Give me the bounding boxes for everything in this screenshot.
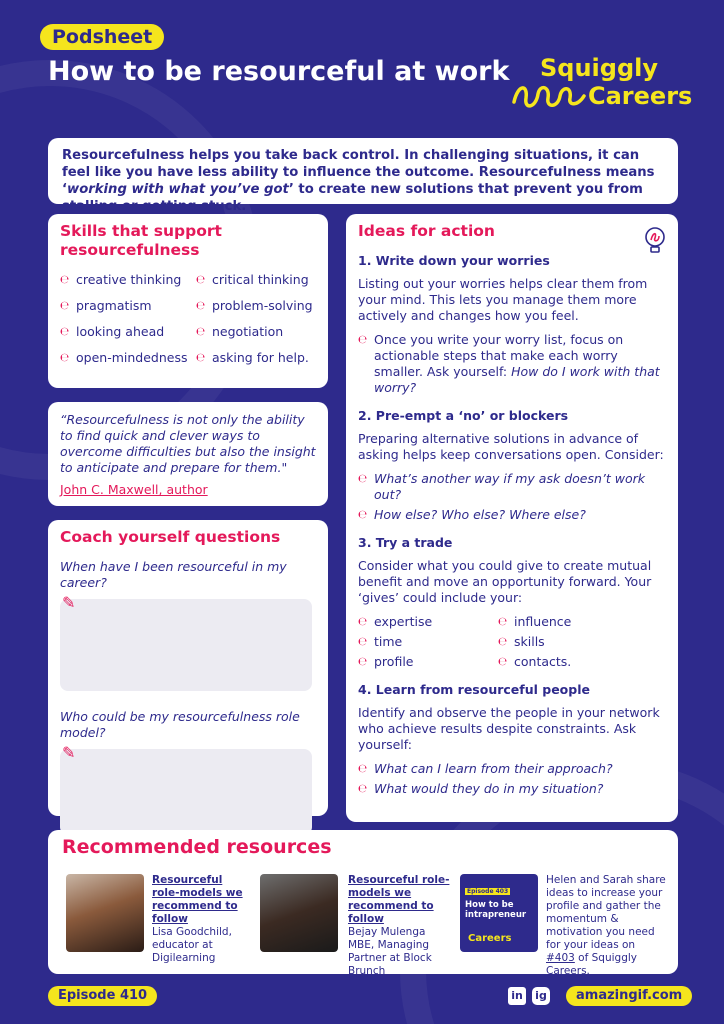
squiggle-bullet-icon: ℮: [358, 635, 368, 648]
resources-heading: Recommended resources: [62, 836, 332, 858]
squiggle-bullet-icon: ℮: [196, 351, 206, 364]
intro-text-end: ’ to create new solutions that prevent you from stalling or getting stuck.: [62, 182, 643, 214]
bejay-mulenga-photo: [260, 874, 338, 952]
resource-2-text: Bejay Mulenga MBE, Managing Partner at Block Brunch: [348, 926, 432, 977]
list-item: ℮ How else? Who else? Where else?: [358, 507, 586, 522]
squiggle-bullet-icon: ℮: [196, 273, 206, 286]
cover-title: How to be intrapreneur: [465, 900, 527, 920]
squiggle-bullet-icon: ℮: [358, 508, 368, 521]
squiggle-bullet-icon: ℮: [358, 472, 368, 485]
ideas-heading: Ideas for action: [358, 222, 495, 240]
lisa-goodchild-photo: [66, 874, 144, 952]
idea-3-title: 3. Try a trade: [358, 535, 453, 550]
squiggle-bullet-icon: ℮: [60, 273, 70, 286]
list-item: ℮ creative thinking: [60, 272, 182, 287]
answer-box-2[interactable]: [60, 743, 312, 835]
idea-1-list: [358, 332, 666, 396]
list-item: ℮ skills: [498, 634, 545, 649]
resource-1-link[interactable]: Resourceful role-models we recommend to follow: [152, 874, 243, 925]
list-item: ℮ expertise: [358, 614, 433, 629]
squiggle-bullet-icon: ℮: [498, 635, 508, 648]
quote-author-link[interactable]: John C. Maxwell, author: [60, 482, 208, 497]
intro-text: Resourcefulness helps you take back control. In challenging situations, it can feel like you have less ability to influence the outcome. Resourcefulness means ‘: [62, 148, 655, 197]
squiggle-bullet-icon: ℮: [60, 299, 70, 312]
resource-2-link[interactable]: Resourceful role-models we recommend to follow: [348, 874, 450, 925]
episode-badge: Episode 410: [48, 986, 157, 1006]
list-item: ℮ critical thinking: [196, 272, 309, 287]
list-item: ℮ Once you write your worry list, focus on actionable steps that make each worry smaller. Ask yourself: How do I work with that worry?: [358, 332, 660, 395]
skills-card: [48, 214, 328, 388]
logo-line2: Careers: [588, 82, 693, 110]
list-item: ℮ pragmatism: [60, 298, 152, 313]
skills-list: [60, 272, 316, 365]
list-item: ℮ profile: [358, 654, 414, 669]
linkedin-icon[interactable]: in: [508, 987, 526, 1005]
resource-1-text: Lisa Goodchild, educator at Digilearning: [152, 926, 232, 964]
cover-brand: Careers: [468, 933, 512, 944]
list-item: ℮ looking ahead: [60, 324, 165, 339]
intro-emphasis: working with what you’ve got: [67, 182, 289, 197]
website-link[interactable]: amazingif.com: [566, 986, 692, 1006]
squiggle-bullet-icon: ℮: [358, 782, 368, 795]
list-item: ℮ negotiation: [196, 324, 284, 339]
list-item: ℮ asking for help.: [196, 350, 309, 365]
list-item: ℮ time: [358, 634, 403, 649]
list-item: ℮ open-mindedness: [60, 350, 188, 365]
resource-3: Helen and Sarah share ideas to increase your profile and gather the momentum & motivation you need for your ideas on #403 of Squiggly Careers.: [546, 874, 666, 977]
logo-line1: Squiggly: [540, 54, 659, 82]
idea-1-title: 1. Write down your worries: [358, 253, 550, 268]
coach-question-1: When have I been resourceful in my career?: [60, 559, 287, 590]
list-item: ℮ contacts.: [498, 654, 572, 669]
idea-4-text: Identify and observe the people in your network who achieve results despite constraints. Ask yourself:: [358, 705, 660, 752]
idea-4-title: 4. Learn from resourceful people: [358, 682, 590, 697]
cover-episode-label: Episode 403: [467, 888, 509, 895]
idea-3-list: [358, 614, 666, 670]
pencil-icon: ✎: [62, 743, 76, 762]
squiggle-bullet-icon: ℮: [358, 615, 368, 628]
lightbulb-icon: [644, 226, 666, 256]
squiggly-careers-logo: [510, 52, 693, 114]
list-item: ℮ influence: [498, 614, 572, 629]
coach-card: [48, 520, 328, 816]
squiggle-bullet-icon: ℮: [498, 655, 508, 668]
squiggle-bullet-icon: ℮: [358, 655, 368, 668]
squiggle-icon: [510, 80, 588, 112]
intro-card: [48, 138, 678, 214]
resource-2: [348, 874, 452, 978]
squiggle-bullet-icon: ℮: [358, 333, 368, 346]
resource-3-link[interactable]: #403: [546, 952, 575, 964]
squiggle-bullet-icon: ℮: [60, 325, 70, 338]
list-item: ℮ What’s another way if my ask doesn’t work out?: [358, 471, 645, 502]
squiggle-bullet-icon: ℮: [358, 762, 368, 775]
idea-1-text: Listing out your worries helps clear them from your mind. This lets you manage them more actively and changes how you feel.: [358, 276, 648, 323]
list-item: ℮ What can I learn from their approach?: [358, 761, 613, 776]
instagram-icon[interactable]: ig: [532, 987, 550, 1005]
squiggle-bullet-icon: ℮: [196, 299, 206, 312]
podsheet-badge: Podsheet: [40, 24, 164, 50]
pencil-icon: ✎: [62, 593, 76, 612]
quote-card: [48, 402, 328, 506]
squiggle-bullet-icon: ℮: [60, 351, 70, 364]
idea-3-text: Consider what you could give to create mutual benefit and move an opportunity forward. Your ‘gives’ could include your:: [358, 558, 652, 605]
idea-2-list: [358, 471, 666, 523]
list-item: ℮ problem-solving: [196, 298, 313, 313]
idea-2-text: Preparing alternative solutions in advance of asking helps keep conversations open. Consider:: [358, 431, 664, 462]
list-item: ℮ What would they do in my situation?: [358, 781, 604, 796]
quote-text: “Resourcefulness is not only the ability to find quick and clever ways to overcome difficulties but also the insight to anticipate and prepare for them.": [60, 412, 316, 475]
skills-heading: Skills that support resourcefulness: [60, 222, 222, 259]
squiggle-bullet-icon: ℮: [498, 615, 508, 628]
idea-4-list: [358, 761, 666, 797]
coach-question-2: Who could be my resourcefulness role model?: [60, 709, 300, 740]
answer-box-1[interactable]: [60, 593, 312, 691]
ideas-card: [346, 214, 678, 822]
episode-cover[interactable]: [460, 874, 538, 952]
page-title: How to be resourceful at work: [48, 56, 510, 87]
squiggle-bullet-icon: ℮: [196, 325, 206, 338]
resources-card: [48, 830, 678, 977]
coach-heading: Coach yourself questions: [60, 528, 281, 546]
resource-1: [152, 874, 244, 965]
idea-2-title: 2. Pre-empt a ‘no’ or blockers: [358, 408, 569, 423]
